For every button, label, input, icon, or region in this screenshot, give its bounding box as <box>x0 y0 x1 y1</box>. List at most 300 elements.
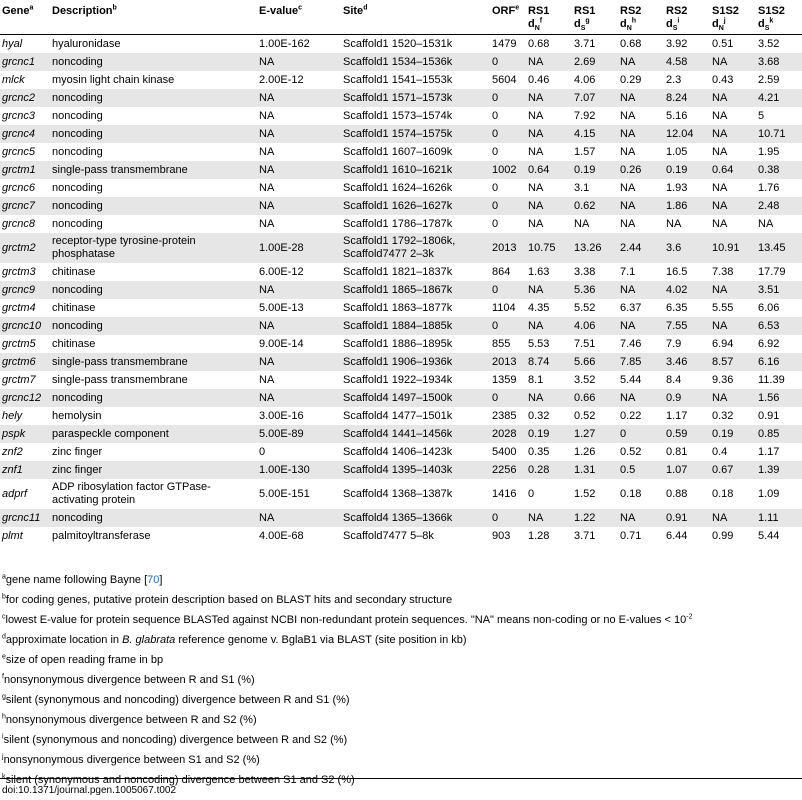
s1s2-dn-cell: 9.36 <box>712 373 734 386</box>
gene-name-cell: grcnc11 <box>0 509 50 527</box>
footnote-text: silent (synonymous and noncoding) divergence between R and S1 (%) <box>5 694 350 706</box>
gene-name-cell: grcnc7 <box>0 197 50 215</box>
table-row <box>0 89 802 107</box>
e-value-cell: 3.00E-16 <box>259 409 304 422</box>
gene-description-cell: noncoding <box>52 181 103 194</box>
genome-site-cell: Scaffold1 1886–1895k <box>343 337 453 350</box>
gene-name-cell: grctm1 <box>0 161 50 179</box>
e-value-cell: NA <box>259 217 275 230</box>
rs1-dn-cell: NA <box>528 109 544 122</box>
e-value-cell: NA <box>257 125 341 143</box>
table-header <box>0 0 802 35</box>
table-row <box>0 107 802 125</box>
footnote <box>2 634 800 647</box>
footnote <box>2 654 800 667</box>
column-header-footnote-mark: d <box>363 4 368 12</box>
orf-length-cell: 903 <box>492 529 511 542</box>
rs1-ds-cell: 4.06 <box>572 317 618 335</box>
table-row <box>0 461 802 479</box>
gene-name-cell: grcnc12 <box>0 389 50 407</box>
s1s2-ds-cell: 1.11 <box>756 509 802 527</box>
rs2-dn-cell: 0.5 <box>618 461 664 479</box>
genome-site-cell: Scaffold1 1786–1787k <box>343 217 453 230</box>
genome-site-cell: Scaffold1 1607–1609k <box>343 145 453 158</box>
column-header-footnote-mark: k <box>769 17 774 25</box>
rs1-dn-cell: NA <box>526 509 572 527</box>
column-header <box>490 0 526 35</box>
gene-description-cell: single-pass transmembrane <box>50 161 257 179</box>
genome-site-cell: Scaffold1 1573–1574k <box>343 109 453 122</box>
rs1-dn-cell: NA <box>526 197 572 215</box>
genome-site-cell: Scaffold1 1626–1627k <box>341 197 490 215</box>
column-header-group: RS2 <box>666 5 688 17</box>
rs1-ds-cell: 7.51 <box>574 337 596 350</box>
gene-name-cell: grcnc9 <box>0 281 50 299</box>
table-row <box>0 509 802 527</box>
genome-site-cell: Scaffold4 1368–1387k <box>343 487 453 500</box>
gene-name-cell: grcnc4 <box>0 125 50 143</box>
column-header-label: d <box>528 18 535 30</box>
column-header-subscript: S <box>672 25 678 33</box>
doi-text: doi:10.1371/journal.pgen.1005067.t002 <box>2 785 177 796</box>
s1s2-ds-cell: 11.39 <box>758 373 785 386</box>
gene-description-cell: noncoding <box>50 125 257 143</box>
rs2-ds-cell: 12.04 <box>664 125 710 143</box>
column-header-group: RS1 <box>528 5 550 17</box>
orf-length-cell: 0 <box>492 109 499 122</box>
s1s2-ds-cell: 5.44 <box>758 529 780 542</box>
rs2-dn-cell: NA <box>618 53 664 71</box>
rs2-dn-cell: NA <box>620 181 636 194</box>
genome-site-cell: Scaffold1 1884–1885k <box>341 317 490 335</box>
rs2-dn-cell: 7.46 <box>620 337 642 350</box>
table-row <box>0 53 802 71</box>
rs2-dn-cell: NA <box>618 389 664 407</box>
column-header-label: d <box>666 18 673 30</box>
gene-name-cell: hyal <box>2 37 23 50</box>
column-header-footnote-mark: e <box>515 4 520 12</box>
orf-length-cell: 0 <box>492 181 499 194</box>
rs1-ds-cell: 1.52 <box>574 487 596 500</box>
column-header-label: d <box>758 18 765 30</box>
rs2-dn-cell: 0.29 <box>620 73 642 86</box>
e-value-cell: NA <box>257 353 341 371</box>
rs2-ds-cell: 3.46 <box>664 353 710 371</box>
header-row <box>0 0 802 35</box>
rs2-ds-cell: 1.05 <box>666 145 688 158</box>
genome-site-cell: Scaffold1 1863–1877k <box>343 301 453 314</box>
genome-site-cell: Scaffold4 1406–1423k <box>343 445 453 458</box>
genome-site-cell: Scaffold4 1497–1500k <box>341 389 490 407</box>
gene-name-cell: grcnc6 <box>2 181 36 194</box>
rs2-ds-cell: 1.07 <box>664 461 710 479</box>
rs1-dn-cell: 0.32 <box>528 409 550 422</box>
rs1-dn-cell: 0.64 <box>526 161 572 179</box>
genome-site-cell: Scaffold1 1610–1621k <box>341 161 490 179</box>
genome-site-cell: Scaffold1 1906–1936k <box>341 353 490 371</box>
rs1-ds-cell: 4.06 <box>574 73 596 86</box>
rs1-ds-cell: 7.07 <box>572 89 618 107</box>
gene-name-cell: mlck <box>2 73 25 86</box>
rs2-dn-cell: 0.71 <box>620 529 642 542</box>
rs2-ds-cell: 0.91 <box>664 509 710 527</box>
gene-name-cell: hely <box>2 409 23 422</box>
column-header <box>526 0 572 35</box>
footnote-text: reference genome v. BglaB1 via BLAST (site position in kb) <box>175 634 467 646</box>
species-name: B. glabrata <box>122 634 176 646</box>
gene-name-cell: plmt <box>2 529 23 542</box>
table-row <box>0 125 802 143</box>
rs1-ds-cell: 5.66 <box>572 353 618 371</box>
s1s2-dn-cell: 8.57 <box>710 353 756 371</box>
genome-site-cell: Scaffold4 1395–1403k <box>341 461 490 479</box>
s1s2-dn-cell: NA <box>710 389 756 407</box>
column-header <box>572 0 618 35</box>
footnote <box>2 754 800 767</box>
table-row <box>0 389 802 407</box>
column-header-subscript: S <box>764 25 770 33</box>
s1s2-ds-cell: 0.38 <box>756 161 802 179</box>
s1s2-dn-cell: 0.51 <box>712 37 734 50</box>
rs1-dn-cell: NA <box>528 181 544 194</box>
column-header-label: Gene <box>2 5 30 17</box>
s1s2-ds-cell: 3.68 <box>756 53 802 71</box>
rs1-dn-cell: 0.68 <box>528 37 550 50</box>
column-header-label: d <box>712 18 719 30</box>
rs1-dn-cell: NA <box>526 317 572 335</box>
footnote-mark: g <box>2 693 6 701</box>
column-header <box>710 0 756 35</box>
s1s2-dn-cell: NA <box>710 317 756 335</box>
s1s2-dn-cell: NA <box>710 53 756 71</box>
table-row <box>0 179 802 197</box>
rs2-dn-cell: NA <box>618 89 664 107</box>
s1s2-dn-cell: 7.38 <box>712 265 734 278</box>
footnote-mark: d <box>2 633 6 641</box>
rs2-dn-cell: 7.85 <box>618 353 664 371</box>
column-header-group: S1S2 <box>758 5 785 17</box>
table-row <box>0 143 802 161</box>
rs1-ds-cell: 3.71 <box>574 37 596 50</box>
footnote <box>2 614 800 627</box>
s1s2-ds-cell: 0.91 <box>758 409 780 422</box>
rs1-ds-cell: 1.22 <box>572 509 618 527</box>
s1s2-dn-cell: NA <box>712 217 728 230</box>
gene-name-cell: znf2 <box>2 445 23 458</box>
rs1-dn-cell: 0.35 <box>528 445 550 458</box>
orf-length-cell: 5604 <box>492 73 517 86</box>
table-row <box>0 233 802 263</box>
gene-name-cell: grcnc10 <box>0 317 50 335</box>
gene-description-cell: noncoding <box>50 317 257 335</box>
gene-name-cell: pspk <box>0 425 50 443</box>
footnote-mark: a <box>2 573 6 581</box>
rs1-dn-cell: 5.53 <box>528 337 550 350</box>
rs1-dn-cell: 0.28 <box>526 461 572 479</box>
s1s2-ds-cell: 10.71 <box>756 125 802 143</box>
s1s2-ds-cell: 6.06 <box>758 301 780 314</box>
genome-site-cell: Scaffold4 1477–1501k <box>343 409 453 422</box>
table-row <box>0 197 802 215</box>
gene-description-cell: noncoding <box>50 197 257 215</box>
table-row <box>0 299 802 317</box>
rs2-ds-cell: 0.88 <box>666 487 688 500</box>
rs2-ds-cell: NA <box>666 217 682 230</box>
gene-description-cell: single-pass transmembrane <box>50 353 257 371</box>
e-value-cell: NA <box>259 145 275 158</box>
rs1-ds-cell: 1.31 <box>572 461 618 479</box>
orf-length-cell: 1479 <box>492 37 517 50</box>
s1s2-dn-cell: NA <box>710 509 756 527</box>
rs1-dn-cell: 10.75 <box>526 233 572 263</box>
s1s2-ds-cell: NA <box>758 217 774 230</box>
s1s2-ds-cell: 3.52 <box>758 37 780 50</box>
rs2-ds-cell: 7.9 <box>666 337 682 350</box>
rs1-ds-cell: 4.15 <box>572 125 618 143</box>
rs2-dn-cell: NA <box>618 509 664 527</box>
gene-description-cell: palmitoyltransferase <box>52 529 151 542</box>
column-header <box>341 0 490 35</box>
rs1-ds-cell: 0.19 <box>572 161 618 179</box>
rs1-ds-cell: 3.52 <box>574 373 596 386</box>
column-header-label: d <box>574 18 581 30</box>
column-header-group: RS1 <box>574 5 596 17</box>
rs2-dn-cell: NA <box>618 197 664 215</box>
e-value-cell: NA <box>257 317 341 335</box>
s1s2-ds-cell: 1.39 <box>756 461 802 479</box>
e-value-cell: NA <box>257 389 341 407</box>
rs2-dn-cell: NA <box>618 317 664 335</box>
column-header-footnote-mark: c <box>298 4 303 12</box>
gene-name-cell: znf1 <box>0 461 50 479</box>
rs2-dn-cell: NA <box>620 217 636 230</box>
footnote-text: size of open reading frame in bp <box>5 654 164 666</box>
e-value-cell: 0 <box>259 445 266 458</box>
column-header-group: RS2 <box>620 5 642 17</box>
rs1-dn-cell: NA <box>528 217 544 230</box>
rs1-ds-cell: 3.38 <box>574 265 596 278</box>
gene-description-cell: receptor-type tyrosine-protein phosphatase <box>50 233 257 263</box>
footnote-text: for coding genes, putative protein description based on BLAST hits and secondary structure <box>5 594 453 606</box>
column-header-label: E-value <box>259 5 299 17</box>
orf-length-cell: 1416 <box>492 487 517 500</box>
rs1-ds-cell: 5.36 <box>572 281 618 299</box>
genome-site-cell: Scaffold1 1922–1934k <box>343 373 453 386</box>
orf-length-cell: 0 <box>490 125 526 143</box>
gene-name-cell: grctm4 <box>2 301 36 314</box>
orf-length-cell: 0 <box>490 281 526 299</box>
s1s2-ds-cell: 13.45 <box>756 233 802 263</box>
gene-description-cell: hemolysin <box>52 409 102 422</box>
orf-length-cell: 0 <box>490 389 526 407</box>
rs1-dn-cell: NA <box>526 389 572 407</box>
gene-name-cell: grctm3 <box>2 265 36 278</box>
rs2-dn-cell: 0.68 <box>620 37 642 50</box>
s1s2-ds-cell: 1.56 <box>756 389 802 407</box>
rs2-dn-cell: 0 <box>618 425 664 443</box>
e-value-cell: 5.00E-13 <box>259 301 304 314</box>
column-header-label: d <box>620 18 627 30</box>
doi-divider <box>0 778 802 779</box>
footnote-text: nonsynonymous divergence between R and S1 (%) <box>3 674 255 686</box>
genome-site-cell: Scaffold4 1441–1456k <box>341 425 490 443</box>
rs1-ds-cell: 1.57 <box>574 145 596 158</box>
footnote-mark: h <box>2 713 6 721</box>
rs1-ds-cell: 0.52 <box>574 409 596 422</box>
e-value-cell: 5.00E-89 <box>257 425 341 443</box>
rs1-ds-cell: 5.52 <box>574 301 596 314</box>
gene-description-cell: noncoding <box>50 389 257 407</box>
gene-name-cell: grcnc5 <box>2 145 36 158</box>
table-row <box>0 407 802 425</box>
footnote <box>2 734 800 747</box>
column-header-label: Description <box>52 5 113 17</box>
rs1-ds-cell: 2.69 <box>572 53 618 71</box>
orf-length-cell: 0 <box>490 197 526 215</box>
gene-description-cell: noncoding <box>50 509 257 527</box>
e-value-cell: 1.00E-162 <box>259 37 310 50</box>
e-value-cell: 1.00E-28 <box>257 233 341 263</box>
column-header-footnote-mark: j <box>723 17 726 25</box>
s1s2-dn-cell: 0.18 <box>712 487 734 500</box>
genome-site-cell: Scaffold1 1821–1837k <box>343 265 453 278</box>
rs2-ds-cell: 1.17 <box>666 409 688 422</box>
column-header-footnote-mark: i <box>677 17 680 25</box>
footnote-mark: k <box>2 773 6 781</box>
s1s2-ds-cell: 6.53 <box>756 317 802 335</box>
e-value-cell: NA <box>257 161 341 179</box>
column-header-footnote-mark: g <box>585 17 590 25</box>
table-row <box>0 281 802 299</box>
table-row <box>0 443 802 461</box>
orf-length-cell: 0 <box>490 53 526 71</box>
column-header <box>756 0 802 35</box>
s1s2-ds-cell: 1.95 <box>758 145 780 158</box>
footnote-mark: b <box>2 593 6 601</box>
rs2-dn-cell: 0.22 <box>620 409 642 422</box>
s1s2-ds-cell: 1.17 <box>758 445 780 458</box>
rs2-ds-cell: 6.35 <box>666 301 688 314</box>
gene-description-cell: noncoding <box>52 109 103 122</box>
table-row <box>0 161 802 179</box>
footnote <box>2 694 800 707</box>
gene-description-cell: hyaluronidase <box>52 37 121 50</box>
gene-description-cell: myosin light chain kinase <box>52 73 175 86</box>
gene-description-cell: chitinase <box>52 265 96 278</box>
footnotes <box>2 574 800 794</box>
s1s2-dn-cell: 0.64 <box>710 161 756 179</box>
rs2-ds-cell: 5.16 <box>666 109 688 122</box>
gene-name-cell: grcnc2 <box>0 89 50 107</box>
table-row <box>0 527 802 545</box>
rs2-ds-cell: 0.59 <box>664 425 710 443</box>
column-header-footnote-mark: f <box>539 17 543 25</box>
e-value-cell: NA <box>259 109 275 122</box>
gene-name-cell: grcnc1 <box>0 53 50 71</box>
rs2-ds-cell: 0.19 <box>664 161 710 179</box>
s1s2-ds-cell: 0.85 <box>756 425 802 443</box>
table-row <box>0 371 802 389</box>
gene-name-cell: adprf <box>2 487 28 500</box>
orf-length-cell: 1002 <box>490 161 526 179</box>
footnote-text: nonsynonymous divergence between S1 and S2 (%) <box>3 754 260 766</box>
rs2-dn-cell: 0.52 <box>620 445 642 458</box>
rs2-ds-cell: 0.9 <box>664 389 710 407</box>
s1s2-dn-cell: NA <box>710 197 756 215</box>
rs2-dn-cell: NA <box>618 281 664 299</box>
footnote-mark: c <box>2 613 6 621</box>
table-row <box>0 35 802 54</box>
column-header <box>618 0 664 35</box>
rs2-dn-cell: NA <box>620 109 636 122</box>
rs1-dn-cell: NA <box>526 125 572 143</box>
reference-link[interactable]: 70 <box>147 574 160 586</box>
s1s2-dn-cell: NA <box>710 125 756 143</box>
gene-description-cell: noncoding <box>50 281 257 299</box>
s1s2-ds-cell: 2.48 <box>756 197 802 215</box>
s1s2-ds-cell: 1.76 <box>758 181 780 194</box>
column-header <box>50 0 257 35</box>
rs1-dn-cell: NA <box>528 145 544 158</box>
gene-description-cell: noncoding <box>52 217 103 230</box>
rs1-dn-cell: 0.46 <box>528 73 550 86</box>
column-header-label: Site <box>343 5 364 17</box>
rs1-dn-cell: 1.63 <box>528 265 550 278</box>
genome-site-cell: Scaffold1 1534–1536k <box>341 53 490 71</box>
s1s2-dn-cell: 0.19 <box>710 425 756 443</box>
s1s2-dn-cell: 0.99 <box>712 529 734 542</box>
gene-description-cell: noncoding <box>50 89 257 107</box>
rs1-ds-cell: 13.26 <box>572 233 618 263</box>
footnote <box>2 574 800 587</box>
column-header-footnote-mark: b <box>112 4 117 12</box>
rs2-ds-cell: 4.02 <box>664 281 710 299</box>
rs2-dn-cell: 0.18 <box>620 487 642 500</box>
rs1-ds-cell: 1.26 <box>574 445 596 458</box>
gene-description-cell: noncoding <box>52 145 103 158</box>
orf-length-cell: 2013 <box>490 233 526 263</box>
footnote-text: lowest E-value for protein sequence BLASTed against NCBI non-redundant protein sequences. "NA" means non-coding or no E-values < 10 <box>5 614 687 626</box>
rs2-ds-cell: 1.93 <box>666 181 688 194</box>
rs2-ds-cell: 1.86 <box>664 197 710 215</box>
genome-site-cell: Scaffold1 1624–1626k <box>343 181 453 194</box>
gene-name-cell: grctm6 <box>0 353 50 371</box>
s1s2-ds-cell: 2.59 <box>758 73 780 86</box>
gene-name-cell: grctm7 <box>2 373 36 386</box>
table-row <box>0 263 802 281</box>
orf-length-cell: 2256 <box>490 461 526 479</box>
rs1-dn-cell: 8.1 <box>528 373 544 386</box>
rs1-dn-cell: NA <box>526 89 572 107</box>
footnote-exponent: -2 <box>686 613 693 621</box>
s1s2-ds-cell: 1.09 <box>758 487 780 500</box>
gene-description-cell: noncoding <box>50 53 257 71</box>
s1s2-dn-cell: 5.55 <box>712 301 734 314</box>
gene-description-cell: paraspeckle component <box>50 425 257 443</box>
e-value-cell: NA <box>257 89 341 107</box>
rs2-dn-cell: 7.1 <box>620 265 636 278</box>
table-row <box>0 71 802 89</box>
rs1-ds-cell: 0.66 <box>572 389 618 407</box>
s1s2-ds-cell: 6.92 <box>758 337 780 350</box>
e-value-cell: 6.00E-12 <box>259 265 304 278</box>
e-value-cell: 2.00E-12 <box>259 73 304 86</box>
s1s2-ds-cell: 3.51 <box>756 281 802 299</box>
column-header-footnote-mark: a <box>29 4 34 12</box>
orf-length-cell: 0 <box>492 145 499 158</box>
orf-length-cell: 0 <box>492 217 499 230</box>
s1s2-dn-cell: NA <box>712 109 728 122</box>
